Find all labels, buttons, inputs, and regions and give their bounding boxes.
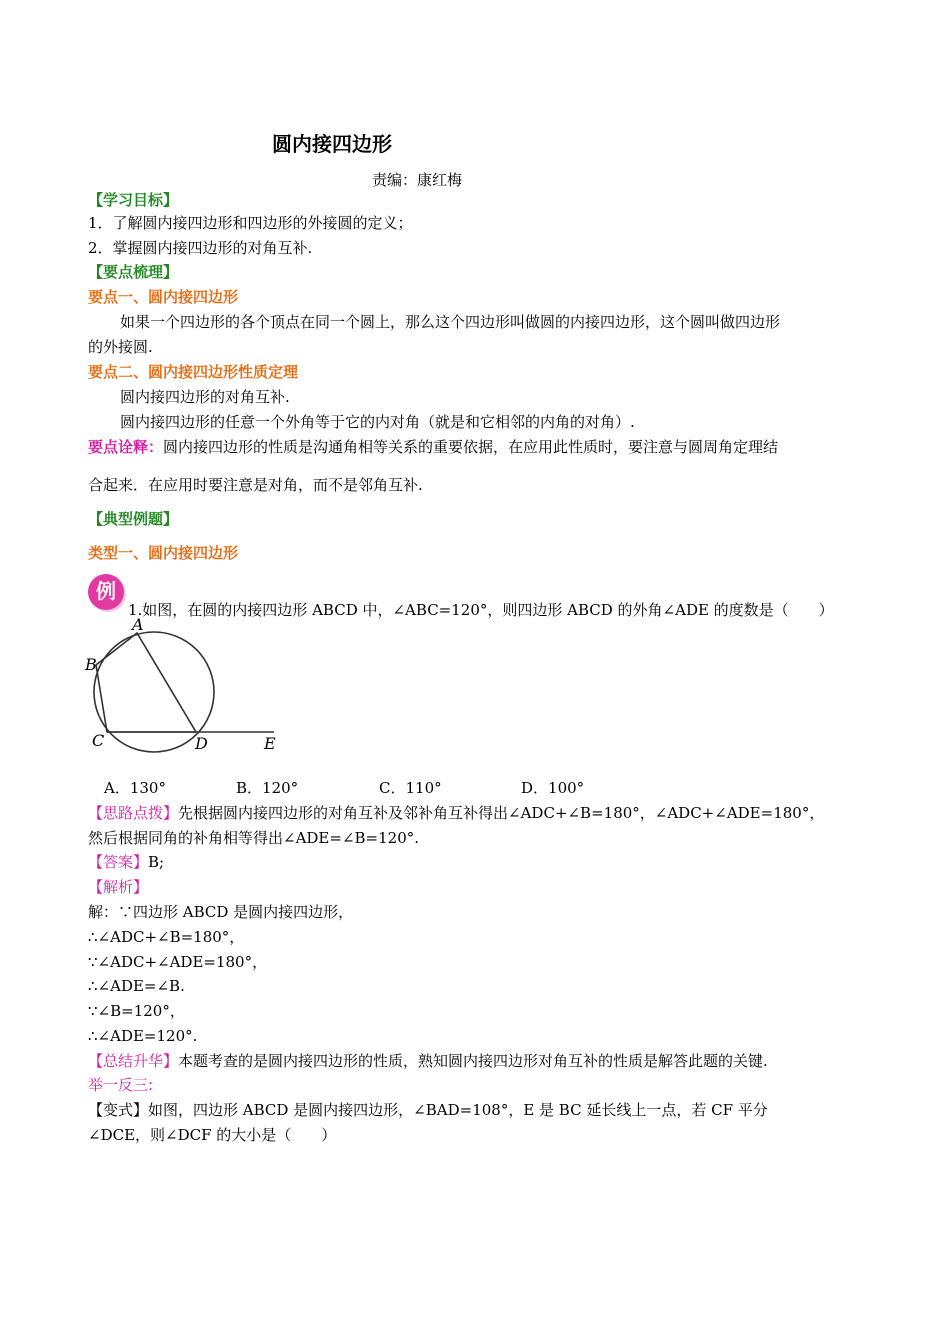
point2-text1: 圆内接四边形的对角互补. (120, 388, 290, 406)
goal-item-1: 1．了解圆内接四边形和四边形的外接圆的定义； (88, 214, 413, 232)
hint-line2: 然后根据同角的补角相等得出∠ADE=∠B=120°. (88, 829, 420, 847)
option-c: C．110° (379, 779, 442, 797)
hint-label: 【思路点拨】 (88, 804, 179, 822)
point1-text-line1: 如果一个四边形的各个顶点在同一个圆上，那么这个四边形叫做圆的内接四边形，这个圆叫做四边形 (120, 313, 781, 331)
label-c: C (92, 731, 105, 750)
goals-header: 【学习目标】 (88, 191, 179, 209)
points-header: 【要点梳理】 (88, 263, 179, 281)
point2-text2: 圆内接四边形的任意一个外角等于它的内对角（就是和它相邻的内角的对角）. (120, 413, 635, 431)
answer-value: B; (148, 853, 165, 871)
answer-label: 【答案】 (88, 853, 149, 871)
quadrilateral-abcd (96, 633, 196, 732)
analysis-step-1: 解：∵四边形 ABCD 是圆内接四边形， (88, 903, 354, 921)
analysis-step-6: ∴∠ADE=120°. (88, 1027, 198, 1045)
note-text: 圆内接四边形的性质是沟通角相等关系的重要依据，在应用此性质时，要注意与圆周角定理结 (163, 438, 779, 456)
type1-title: 类型一、圆内接四边形 (88, 544, 239, 562)
summary-text: 本题考查的是圆内接四边形的性质，熟知圆内接四边形对角互补的性质是解答此题的关键. (178, 1052, 768, 1070)
label-d: D (195, 734, 208, 753)
label-b: B (85, 655, 97, 674)
analysis-label: 【解析】 (88, 878, 149, 896)
note-line1 (88, 437, 778, 457)
answer-line (88, 852, 164, 872)
summary-label: 【总结升华】 (88, 1052, 179, 1070)
summary-line (88, 1051, 768, 1071)
analysis-step-2: ∴∠ADC+∠B=180°， (88, 928, 245, 946)
hint-text: 先根据圆内接四边形的对角互补及邻补角互补得出∠ADC+∠B=180°，∠ADC+∠ADE=180°， (178, 804, 825, 822)
example-badge: 例 (88, 574, 124, 610)
point1-text-line2: 的外接圆. (88, 338, 153, 356)
analysis-step-5: ∵∠B=120°， (88, 1002, 185, 1020)
label-a: A (132, 618, 144, 634)
author-line: 责编：康红梅 (372, 171, 463, 189)
hint-line1 (88, 803, 824, 823)
analysis-step-4: ∴∠ADE=∠B. (88, 977, 185, 995)
point1-title: 要点一、圆内接四边形 (88, 288, 239, 306)
point2-title: 要点二、圆内接四边形性质定理 (88, 363, 299, 381)
note-label: 要点诠释： (88, 438, 164, 456)
option-d: D．100° (521, 779, 585, 797)
option-a: A．130° (104, 779, 166, 797)
note-line2: 合起来．在应用时要注意是对角，而不是邻角互补. (88, 476, 423, 494)
geometry-figure (82, 618, 282, 758)
label-e: E (264, 734, 276, 753)
examples-header: 【典型例题】 (88, 510, 179, 528)
question-1: 1.如图，在圆的内接四边形 ABCD 中，∠ABC=120°，则四边形 ABCD 的外角∠ADE 的度数是（ ） (128, 601, 834, 619)
practice-label: 举一反三: (88, 1076, 154, 1094)
goal-item-2: 2．掌握圆内接四边形的对角互补. (88, 239, 313, 257)
option-b: B．120° (236, 779, 299, 797)
page-title: 圆内接四边形 (272, 132, 392, 156)
analysis-step-3: ∵∠ADC+∠ADE=180°， (88, 953, 268, 971)
variant-line1: 【变式】如图，四边形 ABCD 是圆内接四边形，∠BAD=108°，E 是 BC 延长线上一点，若 CF 平分 (88, 1101, 768, 1119)
variant-line2: ∠DCE，则∠DCF 的大小是（ ） (88, 1126, 337, 1144)
